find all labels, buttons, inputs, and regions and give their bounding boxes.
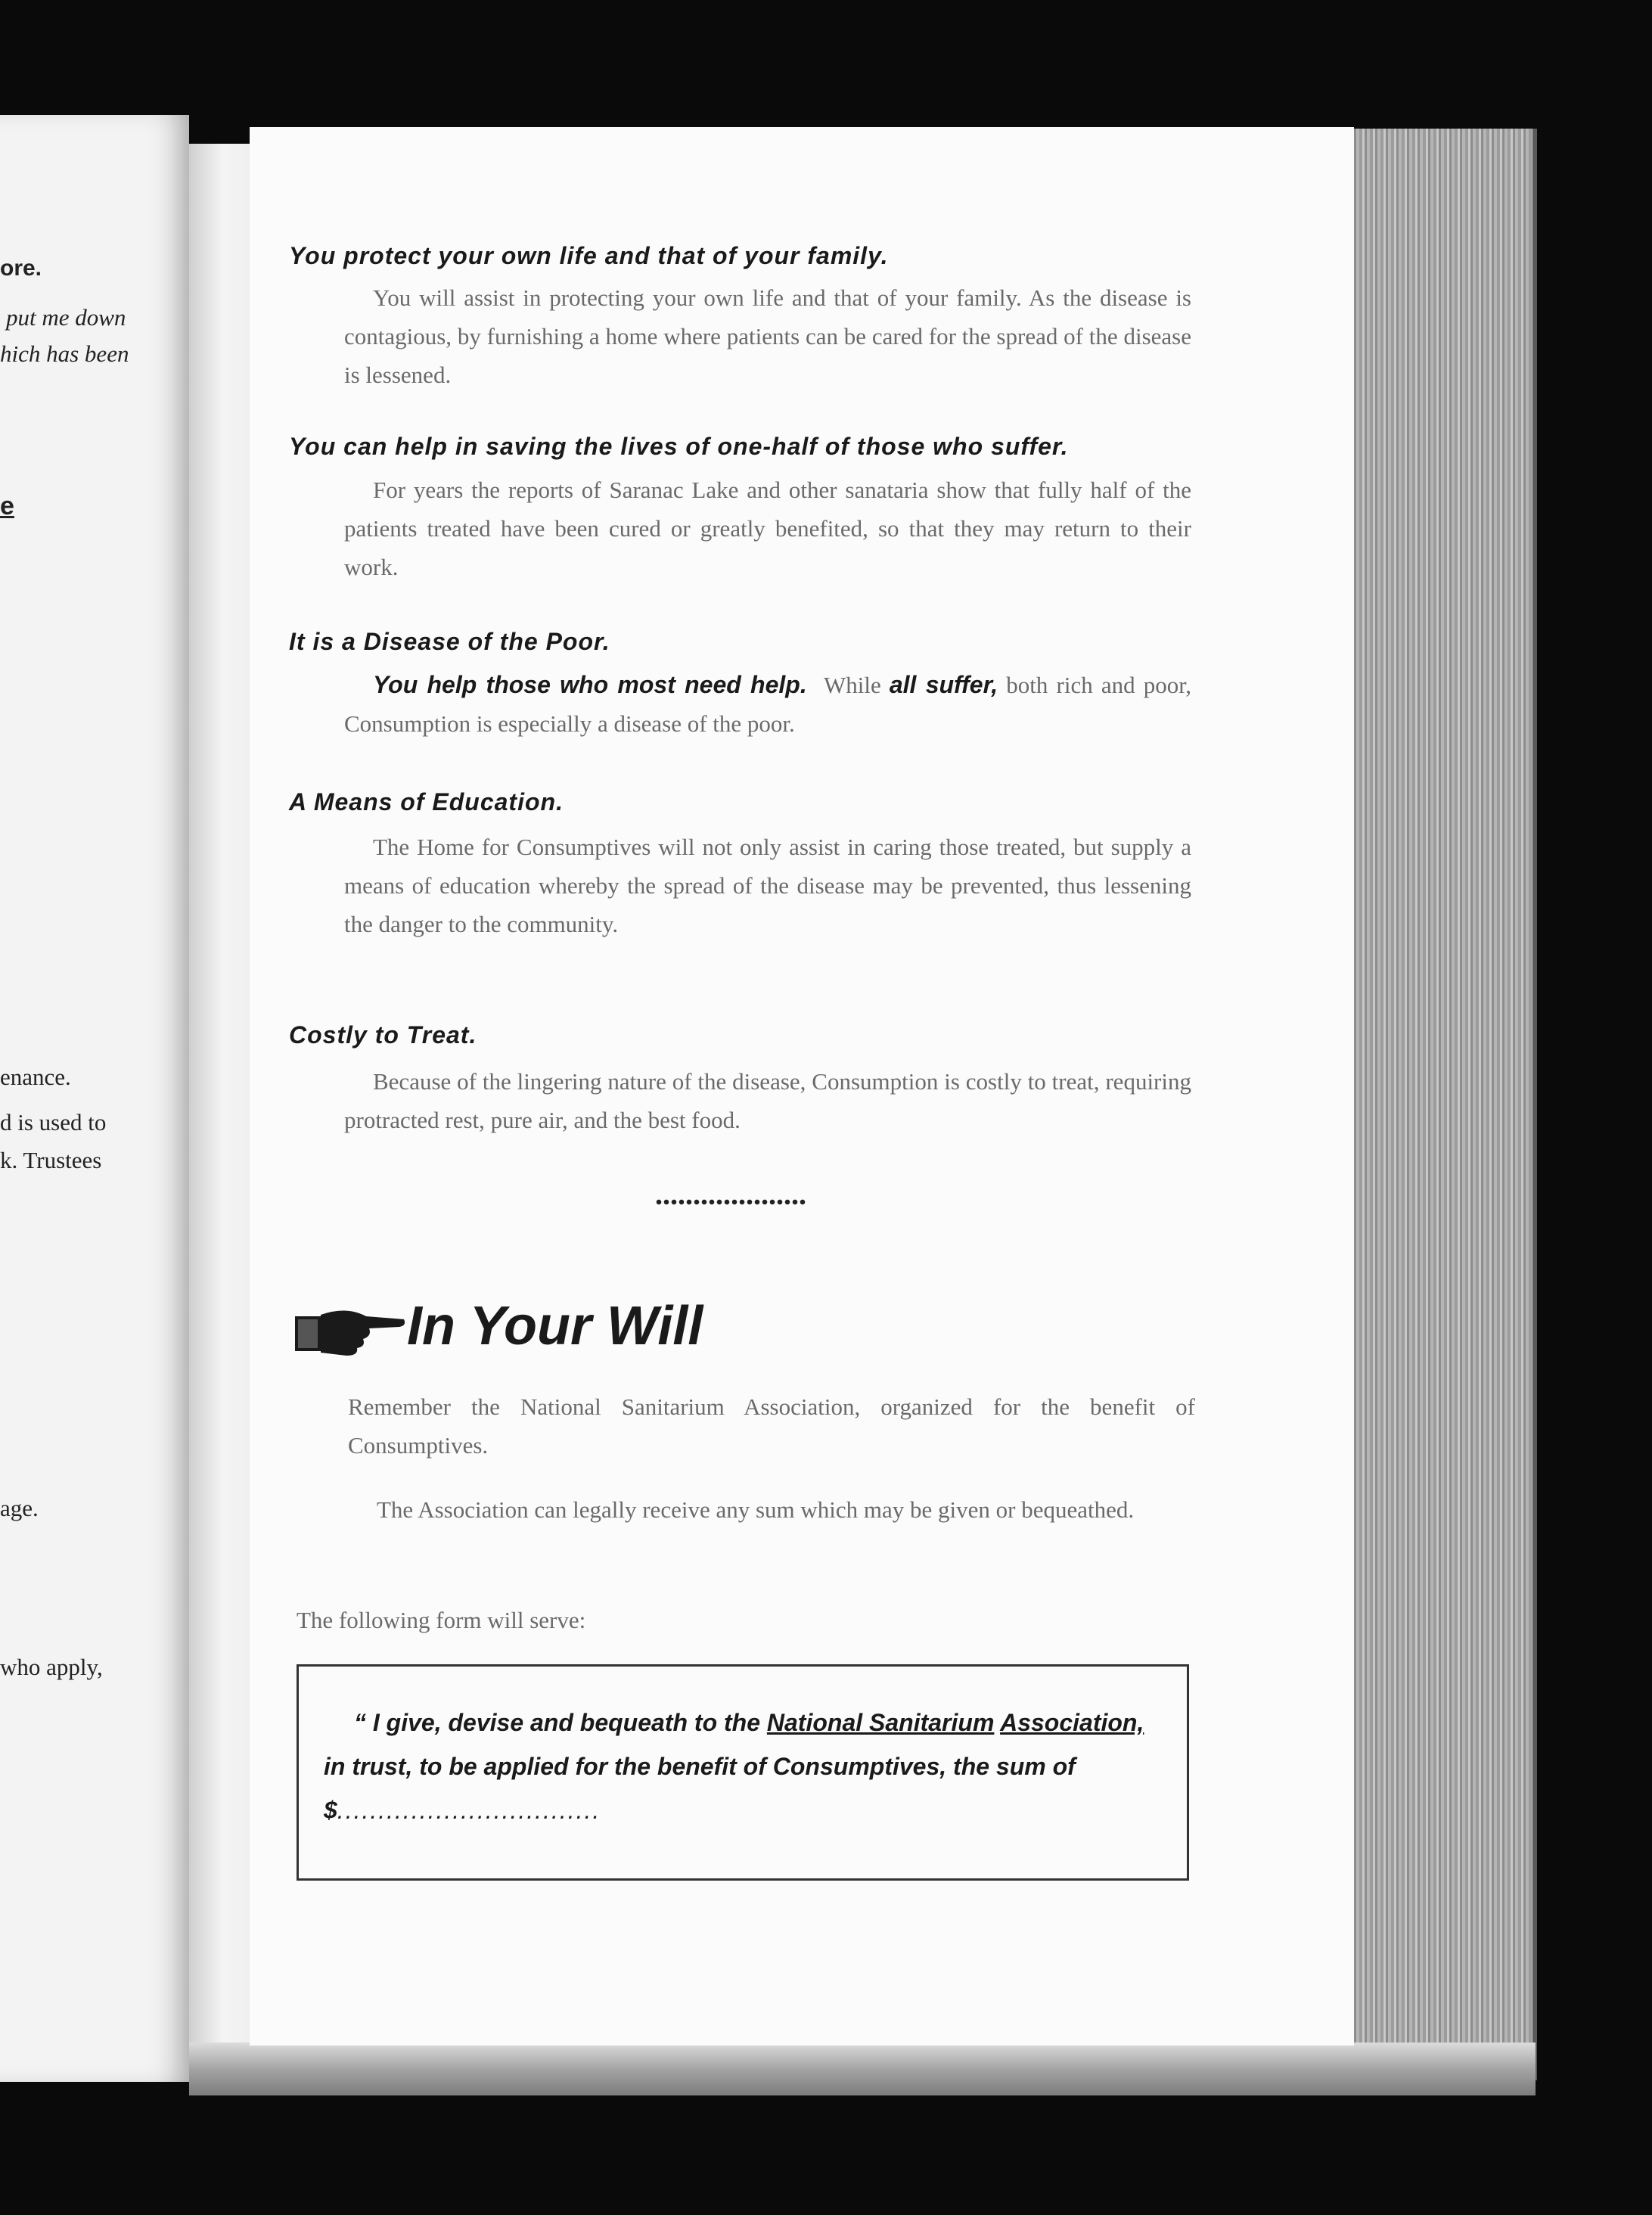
pointing-hand-icon [293,1306,407,1359]
left-fragment: k. Trustees [0,1147,102,1173]
section-heading: It is a Disease of the Poor. [289,628,610,655]
left-fragment: hich has been [0,340,129,367]
bequest-form-text [324,1701,1171,1832]
will-paragraph: Remember the National Sanitarium Association, organized for the benefit of Consumptives. [348,1393,1195,1459]
form-org-name: National Sanitarium [766,1709,995,1736]
book-bottom-edge [189,2043,1536,2095]
left-fragment: put me down [6,304,126,331]
dotted-divider [655,1198,806,1206]
left-fragment: who apply, [0,1654,103,1680]
body-text: While [823,672,881,698]
left-page [0,115,189,2082]
section-body: You will assist in protecting your own life and that of your family. As the disease is contagious, by furnishing a home where patients can be cared for the spread of the disease is lessened. [344,284,1191,388]
left-fragment: ore. [0,256,42,281]
left-fragment: enance. [0,1064,71,1090]
left-fragment: age. [0,1495,39,1521]
section-heading: A Means of Education. [289,788,564,815]
section-heading: You can help in saving the lives of one-half of those who suffer. [289,433,1069,460]
form-open: “ I give, devise and bequeath to the [354,1709,760,1736]
section-body [344,666,1191,743]
emphasis-text: You help those who most need help. [373,671,807,698]
section-heading: You protect your own life and that of your family. [289,242,889,269]
left-fragment: d is used to [0,1109,107,1135]
emphasis-text: all suffer, [889,671,998,698]
will-title: In Your Will [407,1296,703,1356]
form-dots: ................................ [337,1797,601,1824]
form-org-name: Association, [1000,1709,1144,1736]
section-body: The Home for Consumptives will not only assist in caring those treated, but supply a means of education whereby the spread of the disease may be prevented, thus lessening the danger to the community. [344,834,1191,937]
book-fore-edge [1343,129,1537,2080]
left-fragment: e [0,492,14,520]
will-paragraph: The Association can legally receive any sum which may be given or bequeathed. [377,1496,1135,1523]
form-rest: in trust, to be applied for the benefit of Consumptives, the sum of $ [324,1753,1076,1824]
section-body: For years the reports of Saranac Lake and other sanataria show that fully half of the patients treated have been cured or greatly benefited, so that they may return to their work. [344,477,1191,580]
body-text: both rich and poor, Consumption is especially a disease of the poor. [344,672,1192,737]
section-body: Because of the lingering nature of the disease, Consumption is costly to treat, requiring protracted rest, pure air, and the best food. [344,1068,1191,1133]
section-heading: Costly to Treat. [289,1021,477,1048]
form-intro: The following form will serve: [297,1607,586,1633]
